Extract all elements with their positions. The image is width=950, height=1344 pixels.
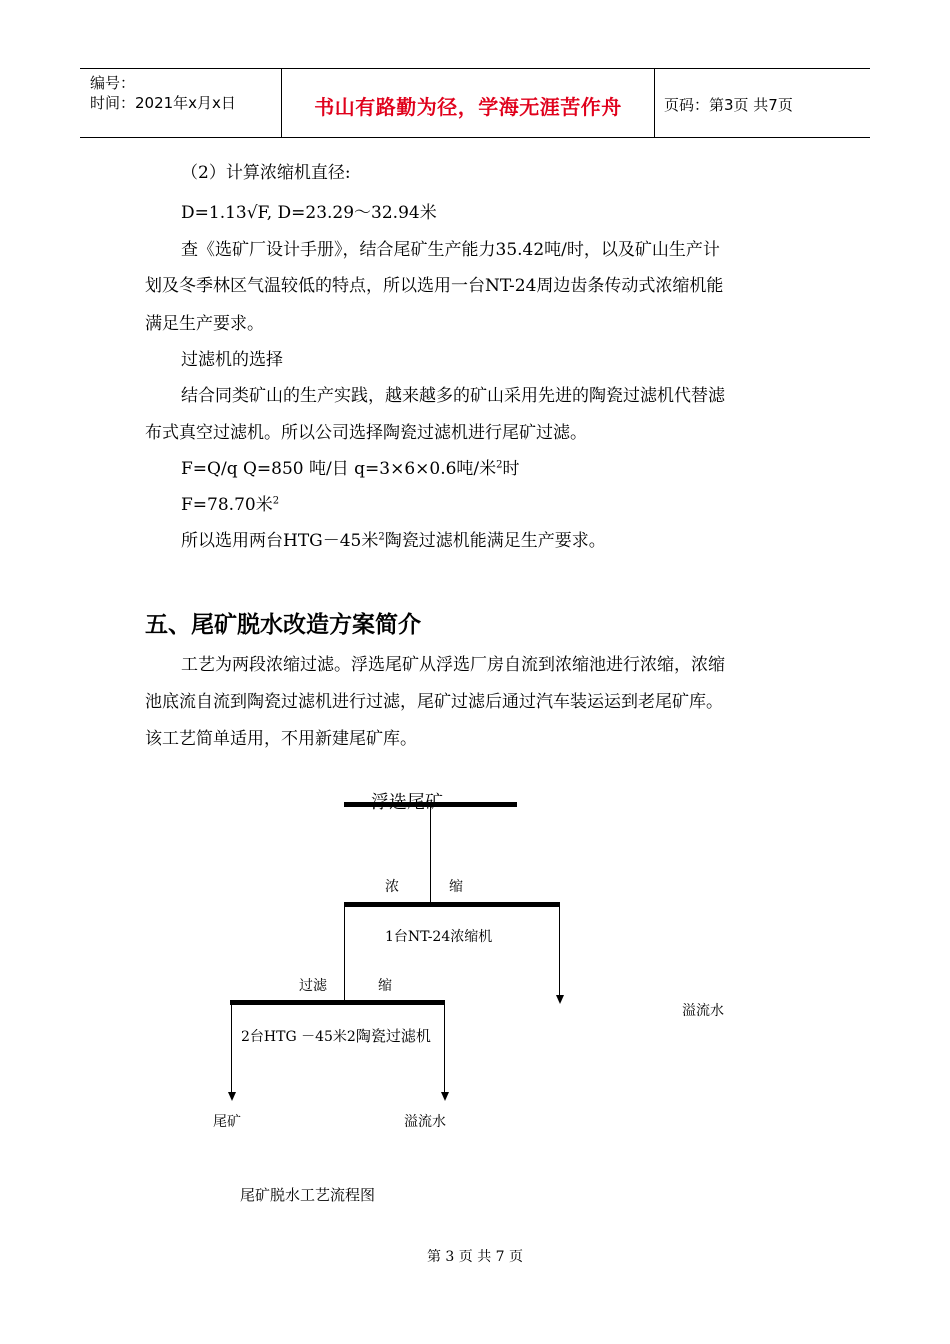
- diagram-line-filter-overflow: [444, 1005, 445, 1092]
- header-meta: [80, 69, 280, 137]
- conclusion-main: 所以选用两台HTG－45米: [181, 531, 379, 551]
- page-footer: 第 3 页 共 7 页: [426, 1249, 524, 1265]
- diagram-label-thicken-right: 缩: [449, 879, 463, 895]
- diagram-label-overflow-right: 溢流水: [682, 1003, 724, 1019]
- section-heading: 五、尾矿脱水改造方案简介: [145, 612, 421, 638]
- diagram-label-thicken-left: 浓: [385, 879, 399, 895]
- conclusion-end: 陶瓷过滤机能满足生产要求。: [384, 531, 606, 551]
- diagram-bar-filter: [230, 1000, 445, 1005]
- diagram-label-filter-b: 陶瓷过滤机: [355, 1027, 431, 1045]
- diagram-bar-thickener: [344, 902, 560, 907]
- diagram-label-thickener: 1台NT-24浓缩机: [385, 929, 493, 945]
- header-page-cell: [654, 69, 870, 137]
- diagram-label-tailings: 尾矿: [213, 1114, 241, 1130]
- diagram-label-overflow-bottom: 溢流水: [404, 1114, 446, 1130]
- formula-result-sup: 2: [272, 495, 280, 507]
- paragraph-thickener-line1: 查《选矿厂设计手册》，结合尾矿生产能力35.42吨/时，以及矿山生产计: [181, 240, 720, 260]
- formula-filter-area: [181, 454, 520, 479]
- subheading-filter-selection: 过滤机的选择: [181, 350, 283, 370]
- diagram-caption: 尾矿脱水工艺流程图: [240, 1186, 376, 1204]
- arrow-down-icon: [556, 995, 564, 1004]
- formula-diameter: D=1.13√F, D=23.29～32.94米: [181, 203, 437, 223]
- diagram-label-filter: [241, 1025, 431, 1046]
- formula-result-main: F=78.70米: [181, 495, 273, 515]
- formula-filter-result: [181, 490, 279, 515]
- diagram-line-filter-tailings: [231, 1005, 232, 1092]
- diagram-line-thickener-overflow: [559, 907, 560, 995]
- diagram-label-flotation-tailings: [371, 788, 443, 814]
- paragraph-process-line1: 工艺为两段浓缩过滤。浮选尾矿从浮选厂房自流到浓缩池进行浓缩，浓缩: [181, 655, 725, 675]
- paragraph-calc-heading: （2）计算浓缩机直径:: [181, 163, 351, 183]
- arrow-down-icon: [441, 1092, 449, 1101]
- page-header: [80, 68, 870, 138]
- paragraph-process-line3: 该工艺简单适用，不用新建尾矿库。: [145, 729, 417, 749]
- header-motto: 书山有路勤为径，学海无涯苦作舟: [314, 95, 622, 119]
- paragraph-filter-conclusion: [181, 526, 606, 551]
- paragraph-filter-line2: 布式真空过滤机。所以公司选择陶瓷过滤机进行尾矿过滤。: [145, 423, 587, 443]
- arrow-down-icon: [228, 1092, 236, 1101]
- diagram-line-feed-to-thickener: [430, 807, 431, 902]
- formula-filter-main: F=Q/q Q=850 吨/日 q=3×6×0.6吨/米: [181, 459, 497, 479]
- conclusion-sup: 2: [378, 531, 385, 543]
- document-number-label: 编号：: [90, 74, 136, 92]
- header-motto-cell: [281, 69, 655, 137]
- paragraph-thickener-line3: 满足生产要求。: [145, 314, 264, 334]
- diagram-label-filter-a: 2台HTG －45米2: [241, 1029, 356, 1045]
- diagram-label-filter-left: 过滤: [299, 978, 327, 994]
- header-page-label: 页码：第3页 共7页: [664, 96, 793, 114]
- diagram-line-thickener-to-filter: [344, 907, 345, 1000]
- formula-filter-sup: 2: [496, 459, 503, 471]
- formula-filter-end: 时: [502, 459, 520, 479]
- diagram-label-filter-right: 缩: [378, 978, 392, 994]
- paragraph-process-line2: 池底流自流到陶瓷过滤机进行过滤，尾矿过滤后通过汽车装运运到老尾矿库。: [145, 692, 723, 712]
- document-time-label: 时间：2021年x月x日: [90, 94, 236, 112]
- paragraph-thickener-line2: 划及冬季林区气温较低的特点，所以选用一台NT-24周边齿条传动式浓缩机能: [145, 276, 724, 296]
- paragraph-filter-line1: 结合同类矿山的生产实践，越来越多的矿山采用先进的陶瓷过滤机代替滤: [181, 386, 725, 406]
